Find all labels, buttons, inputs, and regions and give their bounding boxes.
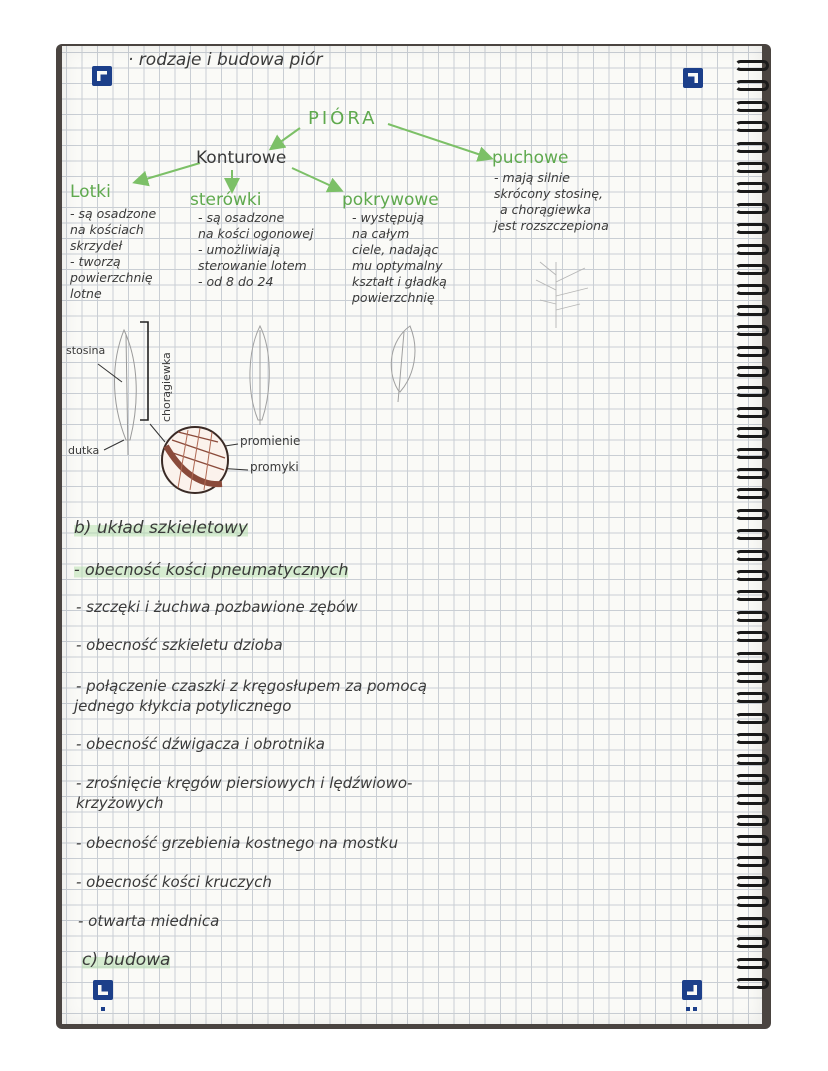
puchowe-line: jest rozszczepiona	[494, 218, 609, 233]
branch-puchowe: puchowe	[492, 148, 569, 168]
section-c-title	[82, 950, 170, 970]
feather-magnified-circle	[162, 427, 228, 493]
puchowe-line: - mają silnie	[494, 170, 570, 185]
lotki-line: na kościach	[70, 222, 144, 237]
sterowki-line: na kości ogonowej	[198, 226, 314, 241]
branch-pokrywowe: pokrywowe	[342, 190, 439, 210]
pokrywowe-line: mu optymalny	[352, 258, 443, 273]
puchowe-line: skrócony stosinę,	[494, 186, 603, 201]
skeleton-item: - otwarta miednica	[78, 912, 220, 930]
skeleton-item: - połączenie czaszki z kręgosłupem za pomocą	[76, 677, 427, 695]
sterowki-line: sterowanie lotem	[198, 258, 307, 273]
puchowe-line: a chorągiewka	[500, 202, 592, 217]
top-note: · rodzaje i budowa piór	[128, 50, 323, 70]
label-stosina: stosina	[66, 344, 106, 357]
feather-pokrywowe	[391, 326, 415, 402]
skeleton-item: - zrośnięcie kręgów piersiowych i lędźwiowo-	[76, 774, 413, 792]
pokrywowe-line: na całym	[352, 226, 410, 241]
lotki-line: skrzydeł	[70, 238, 123, 253]
skeleton-item: - obecność dźwigacza i obrotnika	[76, 735, 325, 753]
lotki-line: - tworzą	[70, 254, 121, 269]
label-choragiewka: chorągiewka	[160, 352, 173, 422]
lotki-line: powierzchnię	[70, 270, 153, 285]
skeleton-item: - obecność kości kruczych	[76, 873, 272, 891]
branch-sterowki: sterówki	[190, 190, 262, 210]
section-b-title: b) układ szkieletowy	[74, 518, 248, 538]
skeleton-item: - szczęki i żuchwa pozbawione zębów	[76, 598, 358, 616]
pokrywowe-line: ciele, nadając	[352, 242, 439, 257]
feather-lotka	[115, 330, 137, 455]
title-piora: PIÓRA	[308, 108, 378, 129]
label-promienie: promienie	[240, 434, 301, 448]
section-c-title-text: c) budowa	[82, 950, 171, 970]
sterowki-line: - są osadzone	[198, 210, 285, 225]
label-dutka: dutka	[68, 444, 100, 457]
branch-konturowe: Konturowe	[196, 148, 287, 168]
skeleton-item: - obecność grzebienia kostnego na mostku	[76, 834, 399, 852]
skeleton-item: krzyżowych	[76, 794, 164, 812]
pokrywowe-line: - występują	[352, 210, 425, 225]
pokrywowe-line: kształt i gładką	[352, 274, 447, 289]
skeleton-item-text: - obecność kości pneumatycznych	[74, 560, 349, 579]
branch-lotki: Lotki	[70, 182, 111, 202]
feather-puchowe	[536, 262, 588, 328]
choragiewka-bracket	[140, 322, 148, 420]
skeleton-item	[74, 560, 348, 579]
skeleton-item: - obecność szkieletu dzioba	[76, 636, 283, 654]
lotki-line: lotne	[70, 286, 102, 301]
lotki-line: - są osadzone	[70, 206, 157, 221]
label-promyki: promyki	[250, 460, 299, 474]
sterowki-line: - od 8 do 24	[198, 274, 274, 289]
feather-sterowka	[250, 326, 269, 425]
skeleton-item: jednego kłykcia potylicznego	[74, 697, 292, 715]
pokrywowe-line: powierzchnię	[352, 290, 435, 305]
sterowki-line: - umożliwiają	[198, 242, 281, 257]
